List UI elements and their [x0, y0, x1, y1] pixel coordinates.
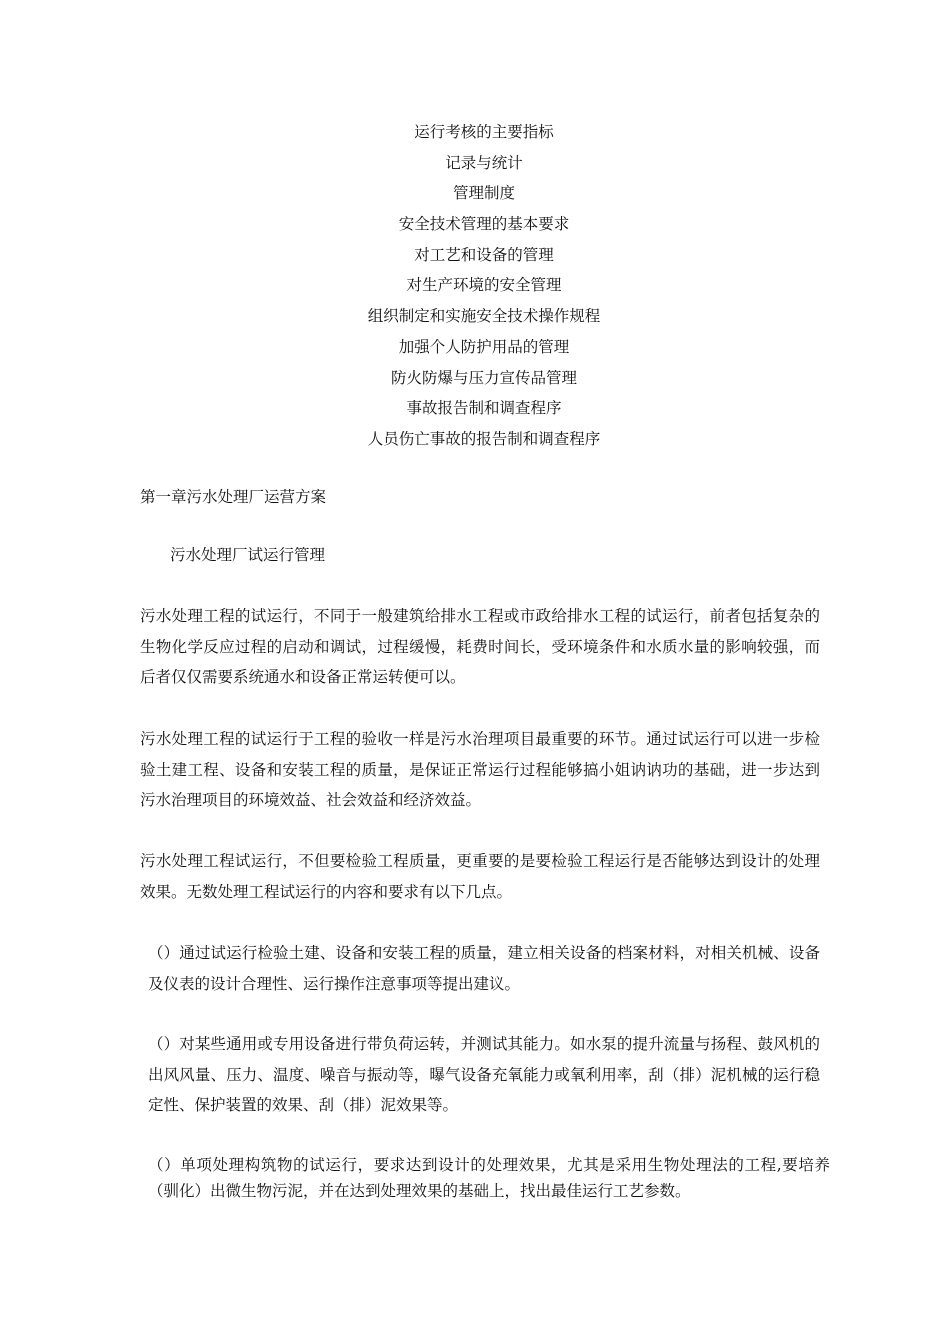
toc-item: 防火防爆与压力宣传品管理: [390, 368, 577, 387]
toc-item: 对工艺和设备的管理: [414, 245, 554, 264]
chapter-title: 第一章污水处理厂运营方案: [140, 488, 327, 506]
list-paragraph: （）对某些通用或专用设备进行带负荷运转，并测试其能力。如水泵的提升流量与扬程、鼓风机的出风风量、压力、温度、噪音与振动等，曝气设备充氧能力或氧利用率，刮（排）泥机械的运行稳定性、保护装置的效果、刮（排）泥效果等。: [148, 1035, 820, 1115]
paragraph: 污水处理工程的试运行，不同于一般建筑给排水工程或市政给排水工程的试运行，前者包括复杂的生物化学反应过程的启动和调试，过程缓慢，耗费时间长，受环境条件和水质水量的影响较强，而后者仅仅需要系统通水和设备正常运转便可以。: [140, 607, 820, 687]
toc-item: 运行考核的主要指标: [414, 123, 554, 141]
table-of-contents: [0, 117, 950, 455]
toc-item: 组织制定和实施安全技术操作规程: [367, 307, 601, 326]
toc-item: 管理制度: [452, 184, 515, 203]
paragraph: 污水处理工程的试运行于工程的验收一样是污水治理项目最重要的环节。通过试运行可以进一步检验土建工程、设备和安装工程的质量，是保证正常运行过程能够搞小姐讷讷功的基础，进一步达到污水治理项目的环境效益、社会效益和经济效益。: [140, 730, 820, 810]
toc-item: 加强个人防护用品的管理: [398, 337, 570, 356]
toc-item: 安全技术管理的基本要求: [398, 215, 570, 234]
toc-item: 记录与统计: [445, 153, 523, 172]
list-paragraph: （）通过试运行检验土建、设备和安装工程的质量，建立相关设备的档案材料，对相关机械、设备及仪表的设计合理性、运行操作注意事项等提出建议。: [148, 944, 820, 993]
toc-item: 人员伤亡事故的报告制和调查程序: [367, 429, 601, 448]
paragraph: 污水处理工程试运行，不但要检验工程质量，更重要的是要检验工程运行是否能够达到设计的处理效果。无数处理工程试运行的内容和要求有以下几点。: [140, 852, 820, 901]
toc-item: 事故报告制和调查程序: [406, 399, 562, 418]
list-paragraph: （）单项处理构筑物的试运行，要求达到设计的处理效果，尤其是采用生物处理法的工程,要培养（驯化）出微生物污泥，并在达到处理效果的基础上，找出最佳运行工艺参数。: [148, 1156, 830, 1200]
toc-item: 对生产环境的安全管理: [406, 276, 562, 295]
section-title: 污水处理厂试运行管理: [170, 546, 326, 564]
